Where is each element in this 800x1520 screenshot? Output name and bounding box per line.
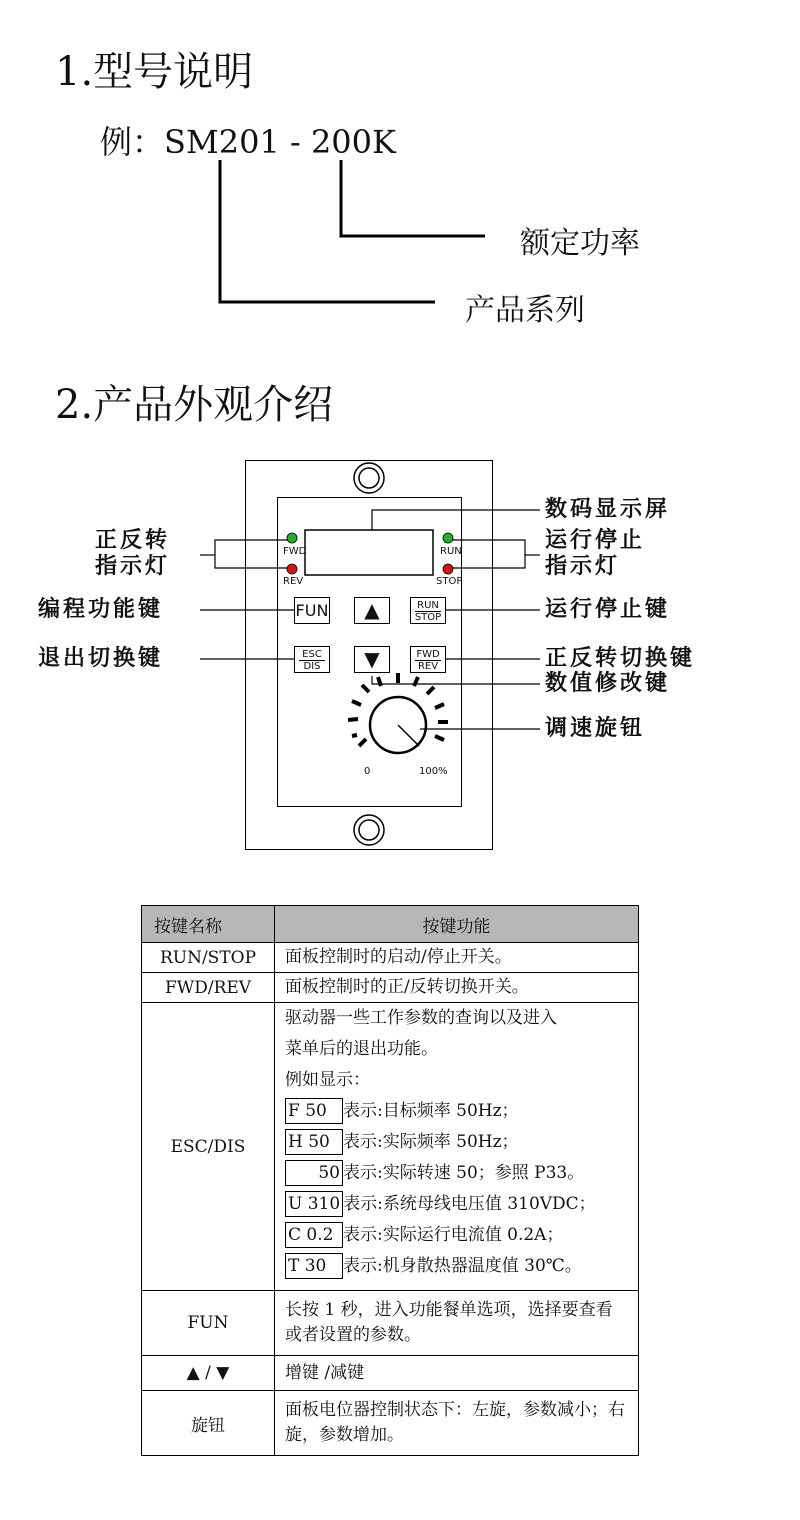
row-esc-dis-desc: [275, 1003, 639, 1291]
model-code: SM201 - 200K: [164, 123, 396, 161]
display-code: F 50: [285, 1098, 343, 1124]
annotation-value-key: 数值修改键: [545, 671, 671, 696]
section1-title: 1.型号说明: [55, 49, 254, 95]
led-stop: [443, 564, 453, 574]
annotation-run-led: [545, 528, 645, 580]
row-knob-name: 旋钮: [142, 1391, 275, 1456]
row-fun-desc: 长按 1 秒，进入功能餐单选项，选择要查看或者设置的参数。: [275, 1291, 639, 1356]
display-code: 50: [285, 1160, 343, 1186]
led-fwd-label: FWD: [283, 546, 307, 557]
down-key[interactable]: ▼: [354, 646, 390, 673]
key-function-table: [141, 905, 639, 1456]
annotation-run-led-line2: 指示灯: [545, 554, 621, 579]
table-row: [142, 1391, 639, 1456]
table-row: [142, 1003, 639, 1291]
esc-dis-key-top: ESC: [299, 649, 325, 661]
header-key-name: 按键名称: [142, 906, 275, 943]
annotation-knob: 调速旋钮: [545, 716, 646, 741]
led-rev-label: REV: [283, 576, 304, 587]
led-stop-label: STOP: [436, 576, 463, 587]
label-product-series: 产品系列: [465, 293, 585, 328]
display-code: U 310: [285, 1191, 343, 1217]
display-code-meaning: 表示:系统母线电压值 310VDC；: [343, 1194, 596, 1214]
row-fwd-rev-desc: 面板控制时的正/反转切换开关。: [275, 973, 639, 1003]
esc-example: [285, 1189, 628, 1220]
row-updown-desc: 增键 /减键: [275, 1356, 639, 1391]
fwd-rev-key[interactable]: [410, 646, 446, 673]
fwd-rev-key-top: FWD: [416, 649, 440, 660]
row-esc-dis-name: ESC/DIS: [142, 1003, 275, 1291]
annotation-exit-key: 退出切换键: [38, 646, 164, 671]
row-run-stop-desc: 面板控制时的启动/停止开关。: [275, 943, 639, 973]
run-stop-key[interactable]: [410, 597, 446, 624]
table-row: [142, 943, 639, 973]
annotation-display: 数码显示屏: [545, 497, 671, 522]
row-knob-desc: 面板电位器控制状态下：左旋，参数减小；右旋，参数增加。: [275, 1391, 639, 1456]
row-updown-name: ▲ / ▼: [142, 1356, 275, 1391]
esc-desc-line2: 菜单后的退出功能。: [285, 1039, 438, 1059]
annotation-prog-key: 编程功能键: [38, 597, 164, 622]
display-code-meaning: 表示:实际运行电流值 0.2A；: [343, 1225, 564, 1245]
esc-desc-line1: 驱动器一些工作参数的查询以及进入: [285, 1008, 557, 1028]
fun-key[interactable]: FUN: [294, 597, 330, 624]
digital-display: [305, 530, 433, 575]
led-run-label: RUN: [440, 546, 462, 557]
annotation-run-stop-key: 运行停止键: [545, 597, 671, 622]
display-code: C 0.2: [285, 1222, 343, 1248]
run-stop-key-bottom: STOP: [414, 612, 442, 623]
knob-min-label: 0: [364, 766, 371, 777]
run-stop-key-top: RUN: [415, 600, 441, 612]
table-row: [142, 973, 639, 1003]
esc-desc-line3: 例如显示：: [285, 1070, 370, 1090]
example-prefix: 例：: [100, 123, 165, 161]
table-row: [142, 1356, 639, 1391]
display-code: H 50: [285, 1129, 343, 1155]
mount-hole-bottom: [354, 815, 384, 845]
header-key-function: 按键功能: [275, 906, 639, 943]
esc-example: [285, 1127, 628, 1158]
led-run: [443, 533, 453, 543]
esc-example: [285, 1158, 628, 1189]
annotation-dir-key: 正反转切换键: [545, 646, 696, 671]
display-code-meaning: 表示:实际转速 50；参照 P33。: [343, 1163, 585, 1183]
model-connector-lines: [0, 0, 800, 340]
table-header-row: [142, 906, 639, 943]
up-key[interactable]: ▲: [354, 597, 390, 624]
esc-dis-key[interactable]: [294, 646, 330, 673]
annotation-dir-led-line1: 正反转: [95, 528, 171, 553]
row-run-stop-name: RUN/STOP: [142, 943, 275, 973]
knob-max-label: 100%: [419, 766, 448, 777]
led-fwd: [287, 533, 297, 543]
section2-title: 2.产品外观介绍: [55, 382, 334, 428]
row-fwd-rev-name: FWD/REV: [142, 973, 275, 1003]
annotation-dir-led: [95, 528, 170, 580]
display-code-meaning: 表示:机身散热器温度值 30℃。: [343, 1256, 582, 1276]
esc-example: [285, 1096, 628, 1127]
table-row: [142, 1291, 639, 1356]
led-rev: [287, 564, 297, 574]
display-code-meaning: 表示:目标频率 50Hz；: [343, 1101, 519, 1121]
display-code-meaning: 表示:实际频率 50Hz；: [343, 1132, 519, 1152]
annotation-dir-led-line2: 指示灯: [95, 554, 171, 579]
esc-dis-key-bottom: DIS: [303, 661, 321, 672]
label-rated-power: 额定功率: [520, 226, 640, 261]
esc-example: [285, 1251, 628, 1282]
annotation-run-led-line1: 运行停止: [545, 528, 646, 553]
row-fun-name: FUN: [142, 1291, 275, 1356]
display-code: T 30: [285, 1253, 343, 1279]
esc-example: [285, 1220, 628, 1251]
mount-hole-top: [354, 463, 384, 493]
fwd-rev-key-bottom: REV: [417, 661, 439, 672]
